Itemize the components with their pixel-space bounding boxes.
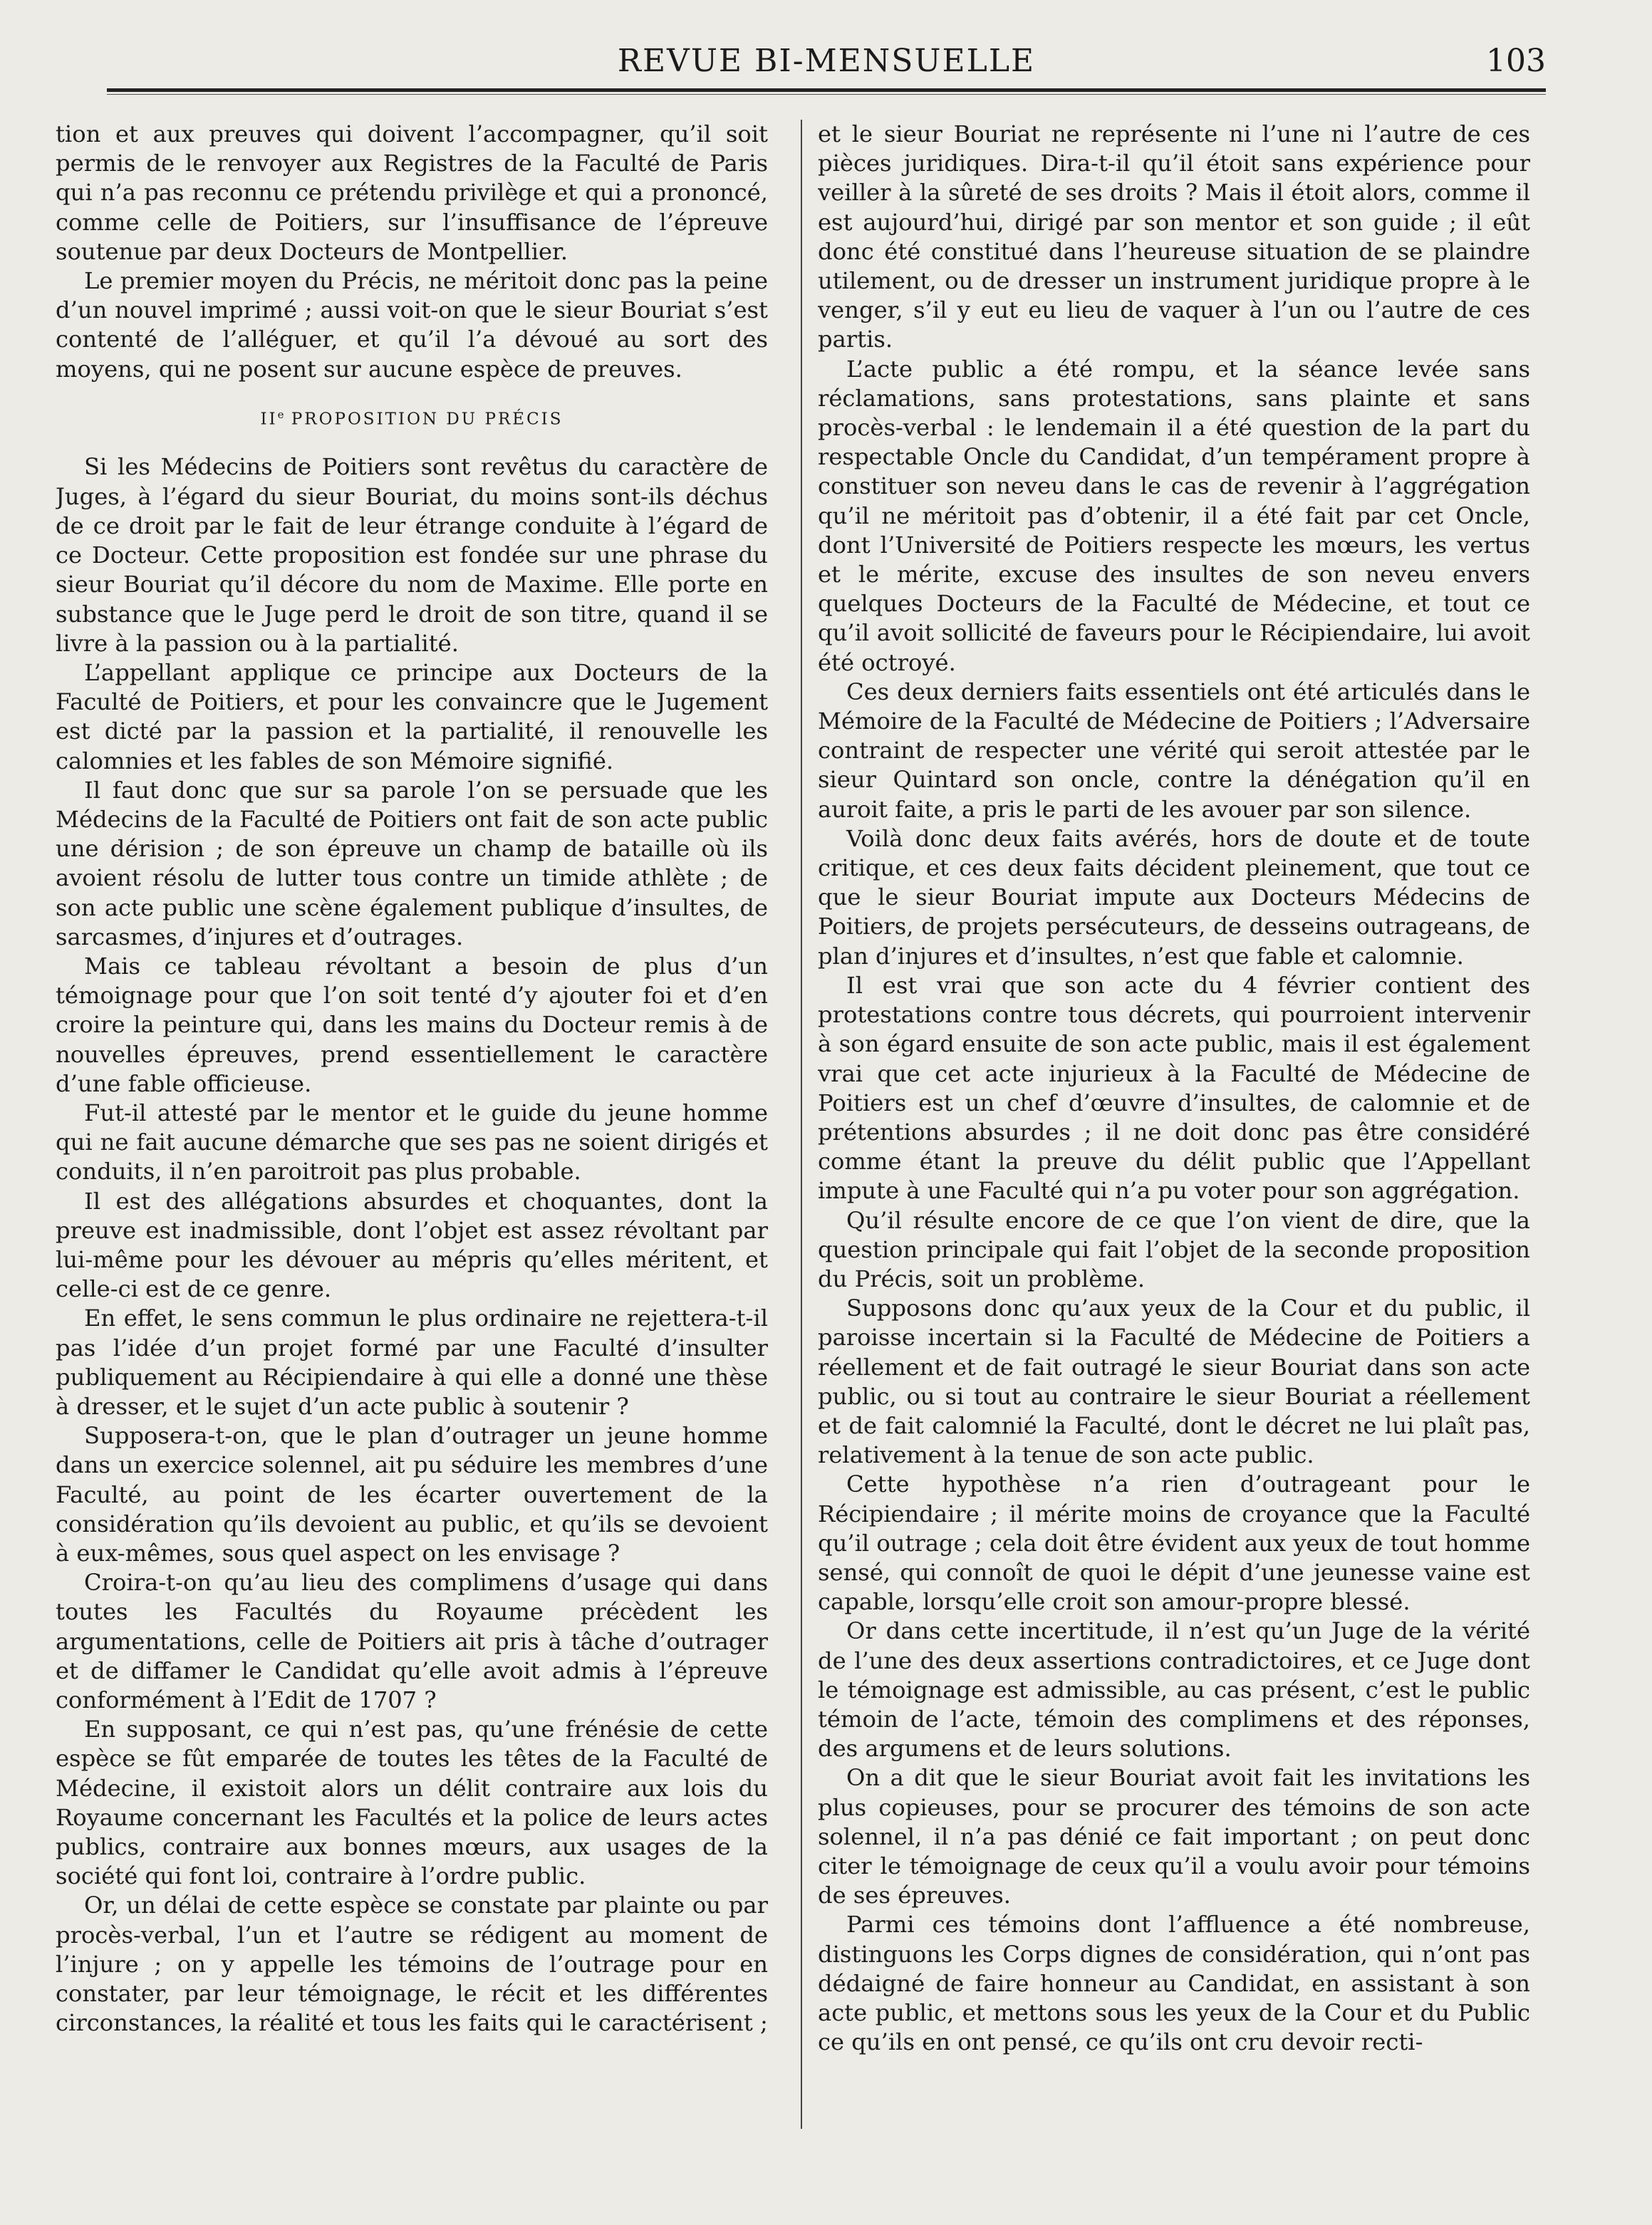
section-heading	[56, 397, 768, 437]
paragraph: Fut-il attesté par le mentor et le guide du jeune homme qui ne fait aucune démarche que ses pas ne soient dirigés et conduits, il n’en paroitroit pas plus probable.	[56, 1099, 768, 1186]
paragraph: Cette hypothèse n’a rien d’outrageant pour le Récipiendaire ; il mérite moins de croyance que la Faculté qu’il outrage ; cela doit être évident aux yeux de tout homme sensé, qui connoît de quoi le dépit d’une jeunesse vaine est capable, lorsqu’elle croit son amour-propre blessé.	[818, 1471, 1530, 1616]
left-column	[56, 120, 768, 2214]
page-number: 103	[1486, 43, 1546, 79]
paragraph: Qu’il résulte encore de ce que l’on vient de dire, que la question principale qui fait l’objet de la seconde proposition du Précis, soit un problème.	[818, 1206, 1530, 1292]
running-title: REVUE BI-MENSUELLE	[617, 43, 1036, 79]
paragraph: Il faut donc que sur sa parole l’on se persuade que les Médecins de la Faculté de Poitiers ont fait de son acte public une dérision ; de son épreuve un champ de bataille où ils avoient résolu de lutter tous contre un timide athlète ; de son acte public une scène également publique d’insultes, de sarcasmes, d’injures et d’outrages.	[56, 776, 768, 950]
column-divider	[801, 120, 802, 2129]
paragraph: Il est des allégations absurdes et choquantes, dont la preuve est inadmissible, dont l’objet est assez révoltant par lui-même pour les dévouer au mépris qu’elles méritent, et celle-ci est de ce genre.	[56, 1187, 768, 1303]
paragraph: Supposons donc qu’aux yeux de la Cour et du public, il paroisse incertain si la Faculté de Médecine de Poitiers a réellement et de fait outragé le sieur Bouriat dans son acte public, ou si tout au contraire le sieur Bouriat a réellement et de fait calomnié la Faculté, dont le décret ne lui plaît pas, relativement à la tenue de son acte public.	[818, 1295, 1530, 1469]
paragraph: L’acte public a été rompu, et la séance levée sans réclamations, sans protestations, sans plainte et sans procès-verbal : le lendemain il a été question de la part du respectable Oncle du Candidat, d’un tempérament propre à constituer son neveu dans le cas de revenir à l’aggrégation qu’il ne méritoit pas d’obtenir, il a été fait par cet Oncle, dont l’Université de Poitiers respecte les mœurs, les vertus et le mérite, excuse des insultes de son neveu envers quelques Docteurs de la Faculté de Médecine, et tout ce qu’il avoit sollicité de faveurs pour le Récipiendaire, lui avoit été octroyé.	[818, 355, 1530, 676]
paragraph: On a dit que le sieur Bouriat avoit fait les invitations les plus copieuses, pour se procurer des témoins de son acte solennel, il n’a pas dénié ce fait important ; on peut donc citer le témoignage de ceux qu’il a voulu avoir pour témoins de ses épreuves.	[818, 1764, 1530, 1909]
paragraph: En supposant, ce qui n’est pas, qu’une frénésie de cette espèce se fût emparée de toutes les têtes de la Faculté de Médecine, il existoit alors un délit contraire aux lois du Royaume concernant les Facultés et la police de leurs actes publics, contraire aux bonnes mœurs, aux usages de la société qui font loi, contraire à l’ordre public.	[56, 1716, 768, 1890]
running-head	[107, 27, 1546, 84]
heading-number: II	[260, 410, 278, 429]
paragraph: tion et aux preuves qui doivent l’accompagner, qu’il soit permis de le renvoyer aux Registres de la Faculté de Paris qui n’a pas reconnu ce prétendu privilège et qui a prononcé, comme celle de Poitiers, sur l’insuffisance de l’épreuve soutenue par deux Docteurs de Montpellier.	[56, 120, 768, 265]
paragraph: Si les Médecins de Poitiers sont revêtus du caractère de Juges, à l’égard du sieur Bouriat, du moins sont-ils déchus de ce droit par le fait de leur étrange conduite à l’égard de ce Docteur. Cette proposition est fondée sur une phrase du sieur Bouriat qu’il décore du nom de Maxime. Elle porte en substance que le Juge perd le droit de son titre, quand il se livre à la passion ou à la partialité.	[56, 453, 768, 657]
paragraph: L’appellant applique ce principe aux Docteurs de la Faculté de Poitiers, et pour les convaincre que le Jugement est dicté par la passion et la partialité, il renouvelle les calomnies et les fables de son Mémoire signifié.	[56, 658, 768, 774]
paragraph: Croira-t-on qu’au lieu des complimens d’usage qui dans toutes les Facultés du Royaume précèdent les argumentations, celle de Poitiers ait pris à tâche d’outrager et de diffamer le Candidat qu’elle avoit admis à l’épreuve conformément à l’Edit de 1707 ?	[56, 1569, 768, 1714]
paragraph: Il est vrai que son acte du 4 février contient des protestations contre tous décrets, qui pourroient intervenir à son égard ensuite de son acte public, mais il est également vrai que cet acte injurieux à la Faculté de Médecine de Poitiers est un chef d’œuvre d’insultes, de calomnie et de prétentions absurdes ; il ne doit donc pas être considéré comme étant la preuve du délit public que l’Appellant impute à une Faculté qui n’a pu voter pour son aggrégation.	[818, 971, 1530, 1205]
paragraph: Ces deux derniers faits essentiels ont été articulés dans le Mémoire de la Faculté de Médecine de Poitiers ; l’Adversaire contraint de respecter une vérité qui seroit attestée par le sieur Quintard son oncle, contre la dénégation qu’il en auroit faite, a pris le parti de les avouer par son silence.	[818, 678, 1530, 823]
paragraph: Or, un délai de cette espèce se constate par plainte ou par procès-verbal, l’un et l’autre se rédigent au moment de l’injure ; on y appelle les témoins de l’outrage pour en constater, par leur témoignage, le récit et les différentes circonstances, la réalité et tous les faits qui le caractérisent ;	[56, 1892, 768, 2037]
paragraph: Le premier moyen du Précis, ne méritoit donc pas la peine d’un nouvel imprimé ; aussi voit-on que le sieur Bouriat s’est contenté de l’alléguer, et qu’il l’a dévoué au sort des moyens, qui ne posent sur aucune espèce de preuves.	[56, 267, 768, 383]
paragraph: Mais ce tableau révoltant a besoin de plus d’un témoignage pour que l’on soit tenté d’y ajouter foi et d’en croire la peinture qui, dans les mains du Docteur remis à de nouvelles épreuves, prend essentiellement le caractère d’une fable officieuse.	[56, 952, 768, 1097]
header-rule	[107, 88, 1546, 95]
paragraph: Voilà donc deux faits avérés, hors de doute et de toute critique, et ces deux faits décident pleinement, que tout ce que le sieur Bouriat impute aux Docteurs Médecins de Poitiers, de projets persécuteurs, de desseins outrageans, de plan d’injures et d’insultes, n’est que fable et calomnie.	[818, 824, 1530, 970]
paragraph: Or dans cette incertitude, il n’est qu’un Juge de la vérité de l’une des deux assertions contradictoires, et ce Juge dont le témoignage est admissible, au cas présent, c’est le public témoin de l’acte, témoin des complimens et des réponses, des argumens et de leurs solutions.	[818, 1617, 1530, 1763]
heading-superscript: e	[277, 408, 284, 421]
paragraph: Supposera-t-on, que le plan d’outrager un jeune homme dans un exercice solennel, ait pu séduire les membres d’une Faculté, au point de les écarter ouvertement de la considération qu’ils devoient au public, et qu’ils se devoient à eux-mêmes, sous quel aspect on les envisage ?	[56, 1422, 768, 1567]
paragraph: En effet, le sens commun le plus ordinaire ne rejettera-t-il pas l’idée d’un projet formé par une Faculté d’insulter publiquement au Récipiendaire à qui elle a donné une thèse à dresser, et le sujet d’un acte public à soutenir ?	[56, 1305, 768, 1420]
paragraph: Parmi ces témoins dont l’affluence a été nombreuse, distinguons les Corps dignes de considération, qui n’ont pas dédaigné de faire honneur au Candidat, en assistant à son acte public, et mettons sous les yeux de la Cour et du Public ce qu’ils en ont pensé, ce qu’ils ont cru devoir recti-	[818, 1911, 1530, 2056]
heading-text: PROPOSITION DU PRÉCIS	[284, 410, 563, 429]
right-column	[818, 120, 1530, 2214]
paragraph: et le sieur Bouriat ne représente ni l’une ni l’autre de ces pièces juridiques. Dira-t-il qu’il étoit sans expérience pour veiller à la sûreté de ses droits ? Mais il étoit alors, comme il est aujourd’hui, dirigé par son mentor et son guide ; il eût donc été constitué dans l’heureuse situation de se plaindre utilement, ou de dresser un instrument juridique propre à le venger, s’il y eut eu lieu de vaquer à l’un ou l’autre de ces partis.	[818, 120, 1530, 353]
